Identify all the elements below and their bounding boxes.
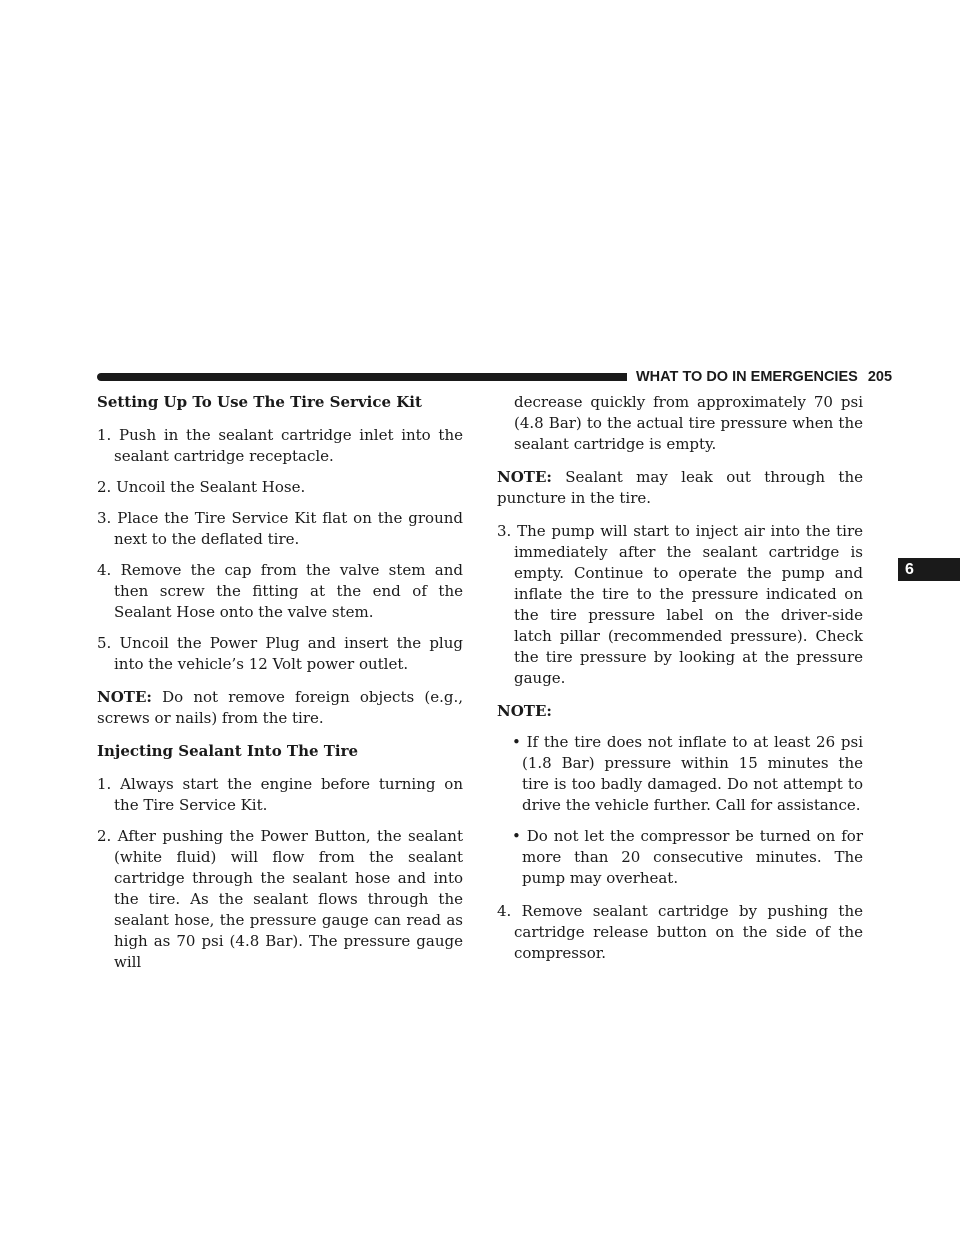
list-item: 4. Remove sealant cartridge by pushing the cartridge release button on the side of the compressor. xyxy=(497,902,863,962)
note-foreign-objects xyxy=(97,687,463,729)
page-number: 205 xyxy=(867,369,893,385)
bullet-item: • If the tire does not inflate to at least 26 psi (1.8 Bar) pressure within 15 minutes the tire is too badly damaged. Do not attempt to drive the vehicle further. Call for assistance. xyxy=(512,733,863,814)
bullet-item: • Do not let the compressor be turned on for more than 20 consecutive minutes. The pump may overheat. xyxy=(512,827,864,887)
section-heading-injecting: Injecting Sealant Into The Tire xyxy=(97,742,359,760)
note-text: Do not remove foreign objects (e.g., screws or nails) from the tire. xyxy=(97,688,463,727)
list-item: 5. Uncoil the Power Plug and insert the plug into the vehicle’s 12 Volt power outlet. xyxy=(97,634,463,673)
list-item: 3. The pump will start to inject air into the tire immediately after the sealant cartridge is empty. Continue to operate the pump and inflate the tire to the pressure indicated on the tire pressure label on the driver-side latch pillar (recommended pressure). Check the tire pressure by looking at the pressure gauge. xyxy=(497,522,863,687)
header-rule xyxy=(97,373,627,381)
section-heading-setup: Setting Up To Use The Tire Service Kit xyxy=(97,393,422,411)
bullet-text: Do not let the compressor be turned on for more than 20 consecutive minutes. The pump may overheat. xyxy=(522,827,864,887)
note-label: NOTE: xyxy=(497,468,552,486)
note-sealant-leak xyxy=(497,467,863,509)
section-title: WHAT TO DO IN EMERGENCIES xyxy=(636,369,858,385)
right-column xyxy=(497,392,863,964)
bullet-text: If the tire does not inflate to at least 26 psi (1.8 Bar) pressure within 15 minutes the tire is too badly damaged. Do not attempt to drive the vehicle further. Call for assistance. xyxy=(522,733,863,814)
list-item: 3. Place the Tire Service Kit flat on the ground next to the deflated tire. xyxy=(97,509,463,548)
list-item: 4. Remove the cap from the valve stem and then screw the fitting at the end of the Sealant Hose onto the valve stem. xyxy=(97,561,463,621)
running-header xyxy=(636,367,892,387)
list-item: 1. Always start the engine before turning on the Tire Service Kit. xyxy=(97,775,463,814)
note-label: NOTE: xyxy=(497,702,552,720)
chapter-tab: 6 xyxy=(898,558,960,581)
continued-text: decrease quickly from approximately 70 psi (4.8 Bar) to the actual tire pressure when the sealant cartridge is empty. xyxy=(514,393,863,453)
list-item: 2. After pushing the Power Button, the sealant (white fluid) will flow from the sealant cartridge through the sealant hose and into the tire. As the sealant flows through the sealant hose, the pressure gauge can read as high as 70 psi (4.8 Bar). The pressure gauge will xyxy=(97,827,463,971)
left-column xyxy=(97,392,463,973)
note-text: Sealant may leak out through the puncture in the tire. xyxy=(497,468,863,507)
note-label: NOTE: xyxy=(97,688,152,706)
list-item: 1. Push in the sealant cartridge inlet into the sealant cartridge receptacle. xyxy=(97,426,463,465)
list-item: 2. Uncoil the Sealant Hose. xyxy=(97,478,306,496)
